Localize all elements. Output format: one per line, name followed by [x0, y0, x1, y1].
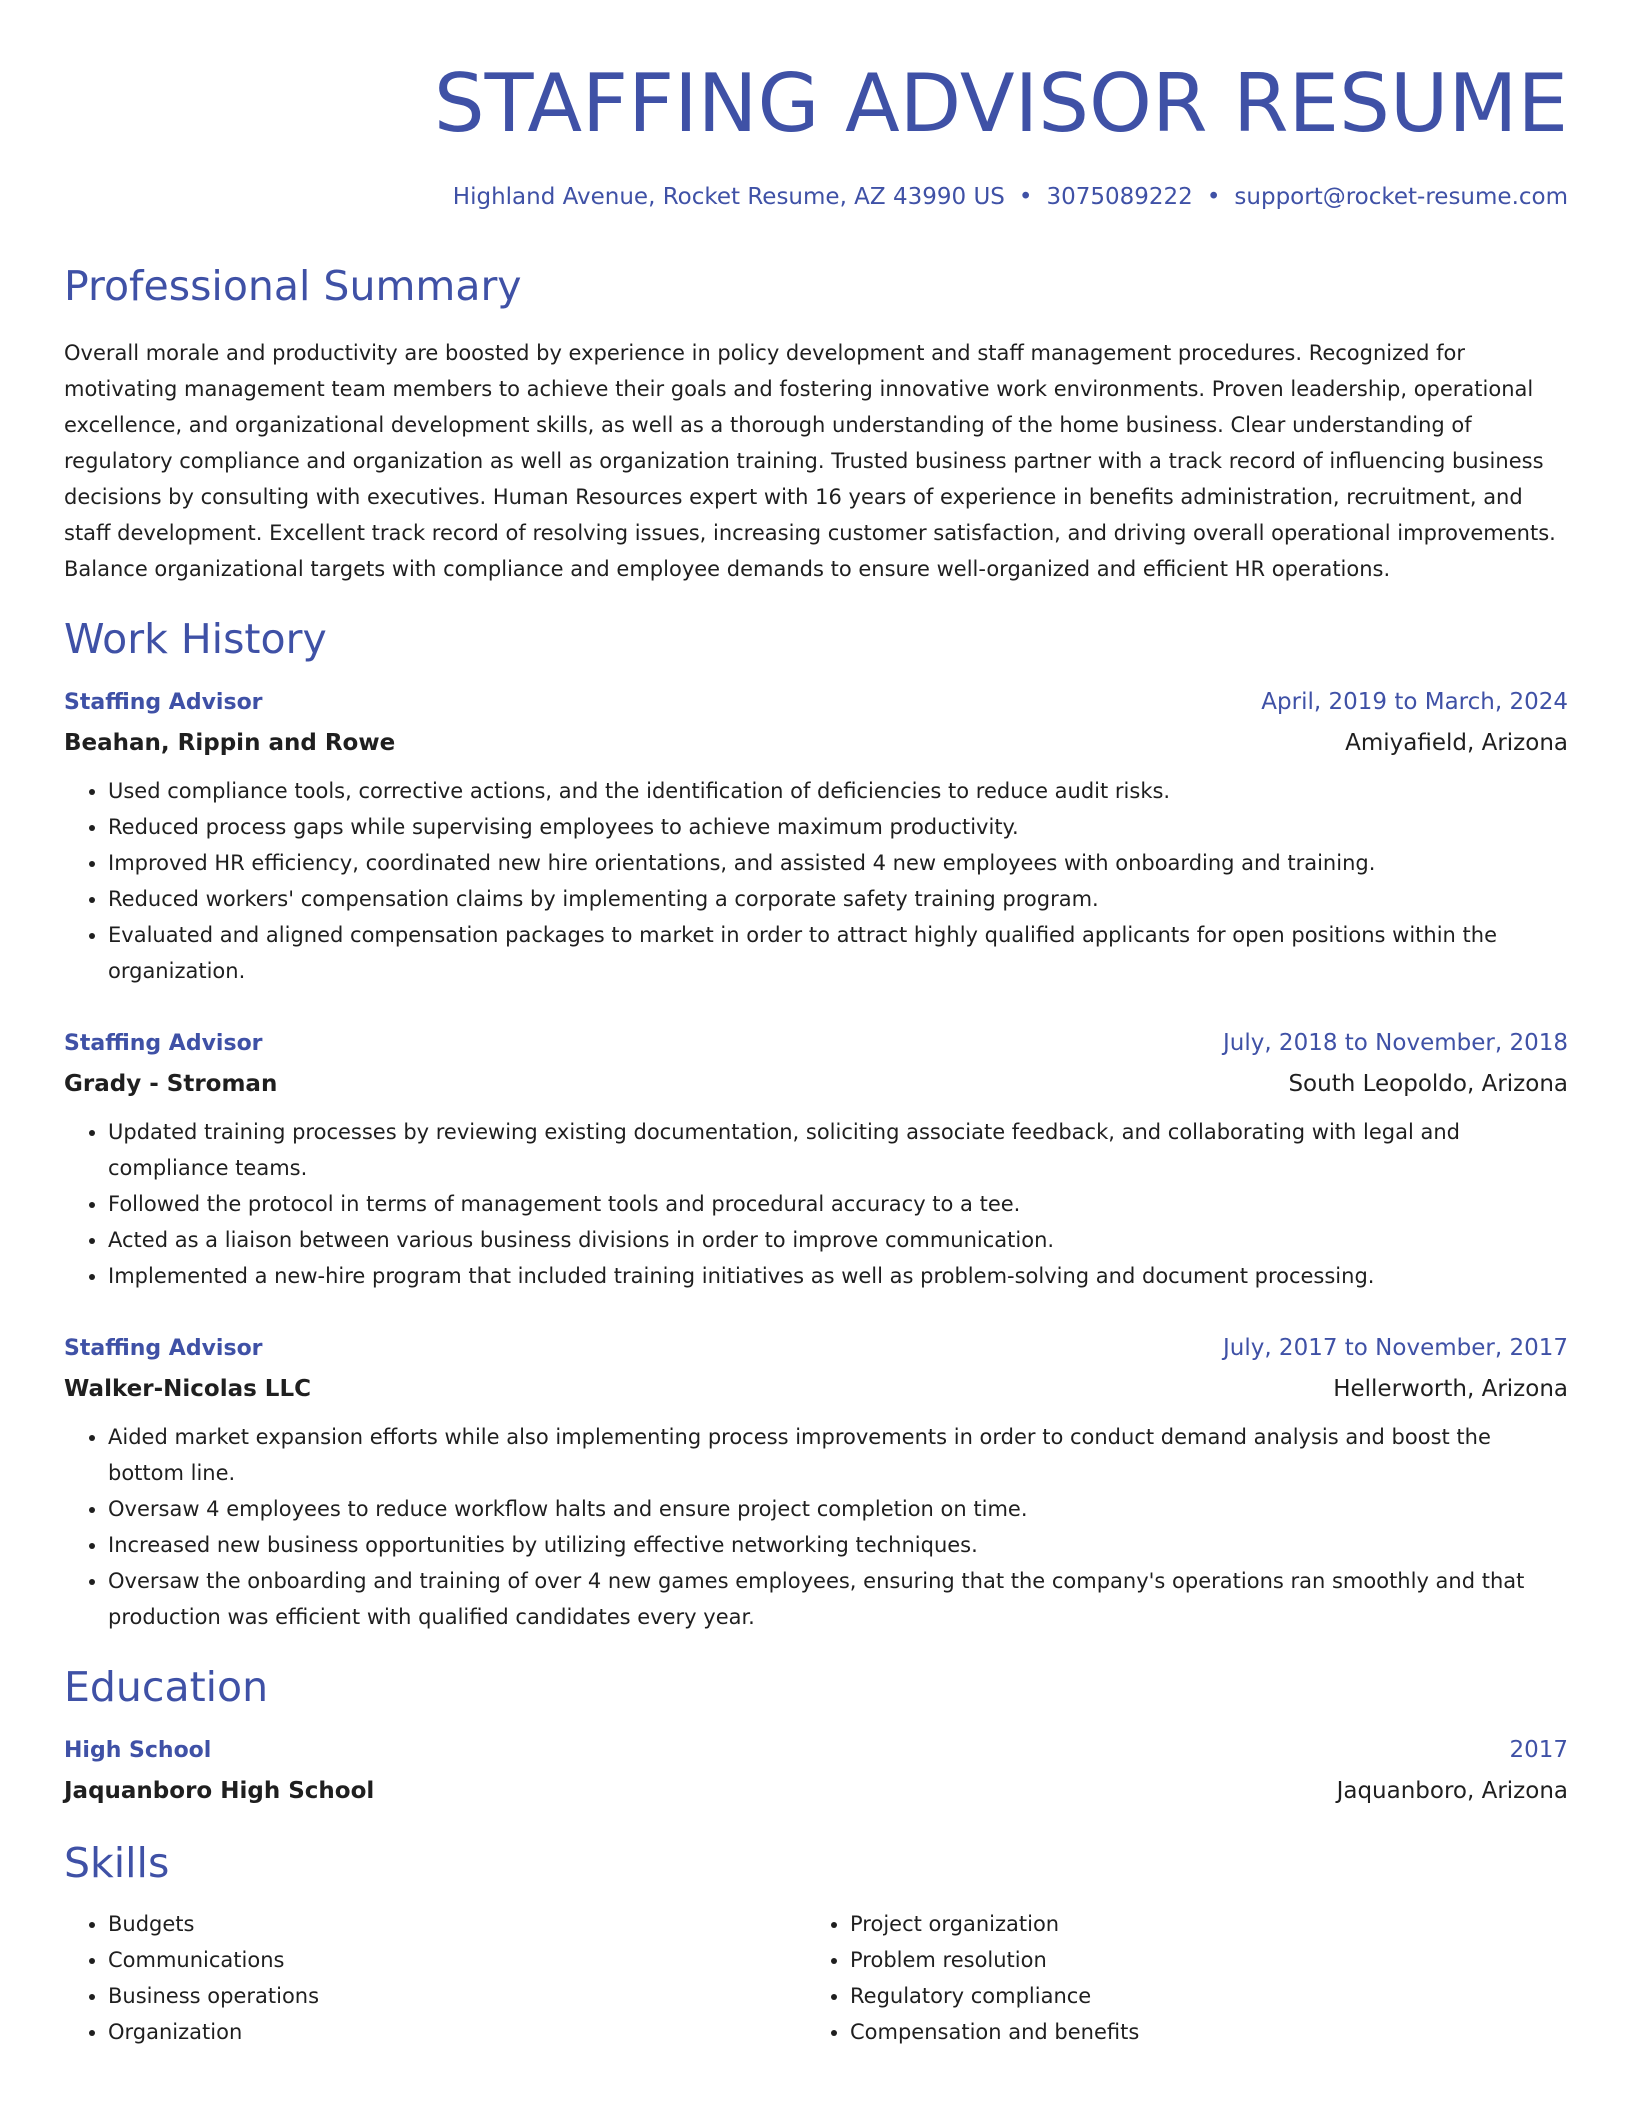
- education-entry: [64, 1730, 1568, 1811]
- education-school: Jaquanboro High School: [64, 1778, 375, 1805]
- job-bullet: • Used compliance tools, corrective actions, and the identification of deficiencies to reduce audit risks.: [108, 773, 1568, 809]
- job-location: Amiyafield, Arizona: [1345, 729, 1568, 756]
- job-employer-row: [64, 1064, 1568, 1104]
- job-bullet: • Increased new business opportunities by utilizing effective networking techniques.: [108, 1527, 1568, 1563]
- job-employer-row: [64, 723, 1568, 763]
- separator-dot: •: [1206, 184, 1221, 210]
- job-location: Hellerworth, Arizona: [1333, 1375, 1568, 1402]
- job-header-row: [64, 682, 1568, 723]
- education-degree: High School: [64, 1738, 212, 1764]
- skills-list: [64, 1906, 1568, 2050]
- skills-column-right: [806, 1906, 1548, 2050]
- job-role: Staffing Advisor: [64, 1030, 263, 1056]
- job-header-row: [64, 1328, 1568, 1369]
- skill-item: • Communications: [108, 1942, 806, 1978]
- job-bullet: • Followed the protocol in terms of management tools and procedural accuracy to a tee.: [108, 1186, 1568, 1222]
- job-bullet: • Implemented a new-hire program that included training initiatives as well as problem-solving and document processing.: [108, 1258, 1568, 1294]
- resume-page: [64, 0, 1568, 2050]
- education-year: 2017: [1509, 1737, 1568, 1764]
- job-role: Staffing Advisor: [64, 689, 263, 715]
- job-bullet: • Oversaw 4 employees to reduce workflow halts and ensure project completion on time.: [108, 1491, 1568, 1527]
- education-header-row: [64, 1730, 1568, 1771]
- summary-heading: Professional Summary: [64, 261, 522, 310]
- job-bullets: [64, 773, 1568, 989]
- separator-dot: •: [1018, 184, 1033, 210]
- resume-title: STAFFING ADVISOR RESUME: [433, 57, 1568, 150]
- phone-text: 3075089222: [1046, 184, 1193, 210]
- skill-item: • Project organization: [850, 1906, 1548, 1942]
- job-header-row: [64, 1023, 1568, 1064]
- address-text: Highland Avenue, Rocket Resume, AZ 43990 US: [452, 184, 1005, 210]
- job-bullet: • Improved HR efficiency, coordinated new hire orientations, and assisted 4 new employees with onboarding and training.: [108, 845, 1568, 881]
- job-employer-row: [64, 1369, 1568, 1409]
- job-dates: April, 2019 to March, 2024: [1261, 688, 1568, 715]
- work-history-heading: Work History: [64, 614, 327, 663]
- job-employer: Beahan, Rippin and Rowe: [64, 729, 396, 756]
- education-location: Jaquanboro, Arizona: [1336, 1778, 1568, 1805]
- skill-item: • Business operations: [108, 1978, 806, 2014]
- job-bullets: [64, 1114, 1568, 1294]
- job-dates: July, 2017 to November, 2017: [1222, 1334, 1568, 1361]
- job-bullet: • Aided market expansion efforts while also implementing process improvements in order to conduct demand analysis and boost the bottom line.: [108, 1419, 1568, 1491]
- skill-item: • Organization: [108, 2014, 806, 2050]
- email-link[interactable]: support@rocket-resume.com: [1234, 184, 1568, 210]
- summary-text: Overall morale and productivity are boosted by experience in policy development and staff management procedures. Recognized for motivating management team members to achieve their goals and fostering innovative work environments. Proven leadership, operational excellence, and organizational development skills, as well as a thorough understanding of the home business. Clear understanding of regulatory compliance and organization as well as organization training. Trusted business partner with a track record of influencing business decisions by consulting with executives. Human Resources expert with 16 years of experience in benefits administration, recruitment, and staff development. Excellent track record of resolving issues, increasing customer satisfaction, and driving overall operational improvements. Balance organizational targets with compliance and employee demands to ensure well-organized and efficient HR operations.: [64, 340, 1556, 581]
- job-bullets: [64, 1419, 1568, 1635]
- skill-item: • Compensation and benefits: [850, 2014, 1548, 2050]
- job-dates: July, 2018 to November, 2018: [1222, 1029, 1568, 1056]
- job-role: Staffing Advisor: [64, 1335, 263, 1361]
- skill-item: • Problem resolution: [850, 1942, 1548, 1978]
- job-bullet: • Acted as a liaison between various business divisions in order to improve communication.: [108, 1222, 1568, 1258]
- skills-column-left: [64, 1906, 806, 2050]
- job-bullet: • Evaluated and aligned compensation packages to market in order to attract highly qualified applicants for open positions within the organization.: [108, 917, 1568, 989]
- job-entry: [64, 682, 1568, 989]
- skill-item: • Regulatory compliance: [850, 1978, 1548, 2014]
- job-employer: Grady - Stroman: [64, 1070, 278, 1097]
- job-bullet: • Reduced process gaps while supervising employees to achieve maximum productivity.: [108, 809, 1568, 845]
- skills-heading: Skills: [64, 1839, 170, 1888]
- job-bullet: • Reduced workers' compensation claims by implementing a corporate safety training program.: [108, 881, 1568, 917]
- education-heading: Education: [64, 1662, 269, 1711]
- skill-item: • Budgets: [108, 1906, 806, 1942]
- job-bullet: • Oversaw the onboarding and training of over 4 new games employees, ensuring that the company's operations ran smoothly and that production was efficient with qualified candidates every year.: [108, 1563, 1568, 1635]
- job-location: South Leopoldo, Arizona: [1288, 1070, 1568, 1097]
- job-entry: [64, 1023, 1568, 1294]
- job-employer: Walker-Nicolas LLC: [64, 1375, 311, 1402]
- job-entry: [64, 1328, 1568, 1635]
- contact-line: [64, 184, 1568, 212]
- job-bullet: • Updated training processes by reviewing existing documentation, soliciting associate feedback, and collaborating with legal and compliance teams.: [108, 1114, 1568, 1186]
- education-school-row: [64, 1771, 1568, 1811]
